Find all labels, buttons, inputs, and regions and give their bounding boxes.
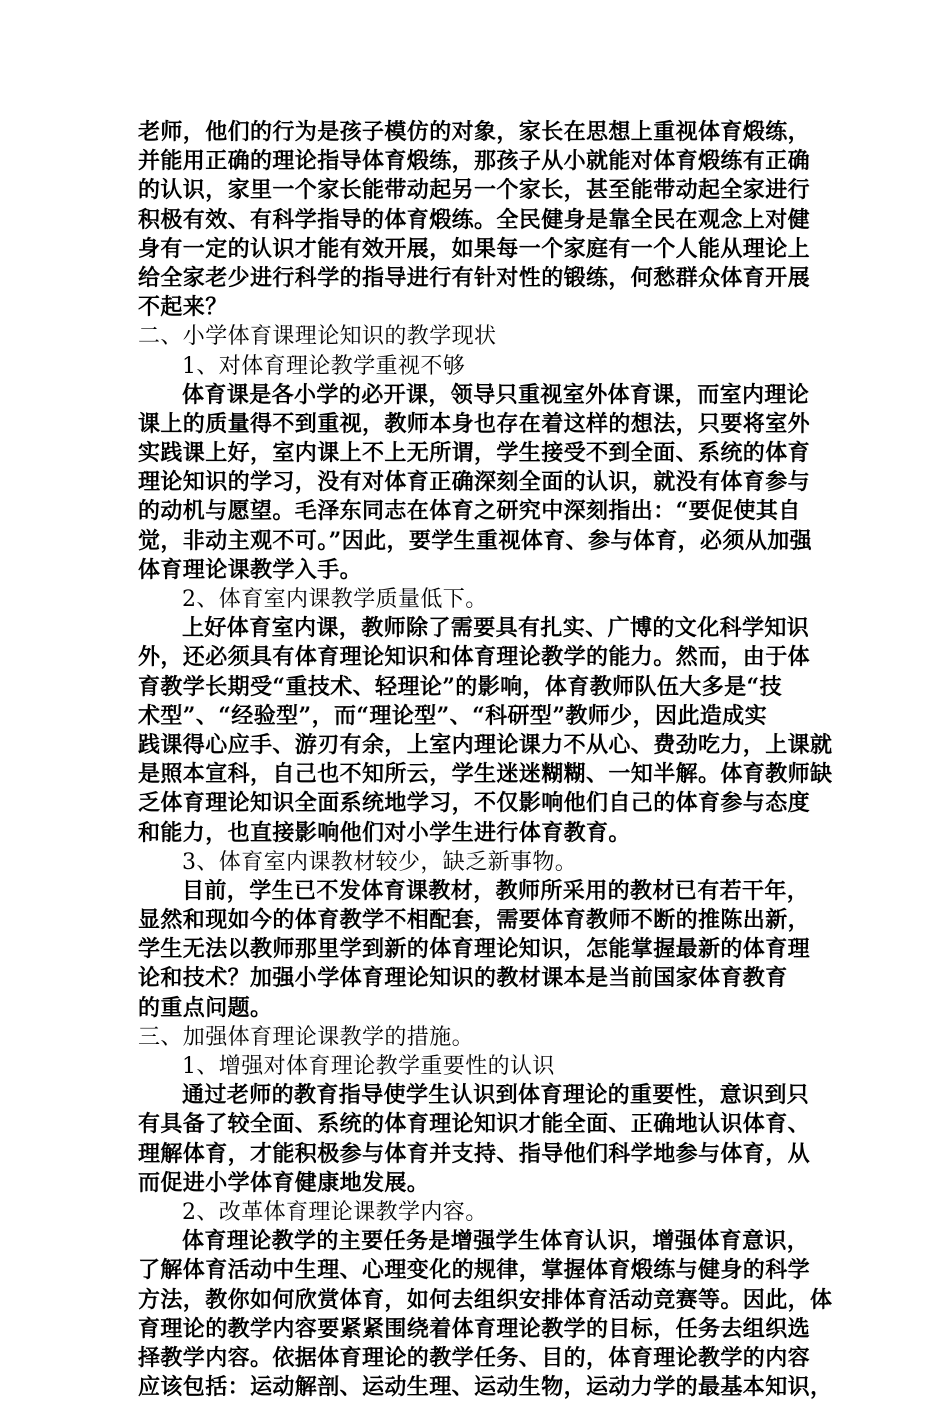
section-heading-line: 1、增强对体育理论教学重要性的认识 <box>182 1054 555 1079</box>
paragraph-line: 方法，教你如何欣赏体育，如何去组织安排体育活动竞赛等。因此，体 <box>138 1286 833 1313</box>
section-heading-line: 1、对体育理论教学重视不够 <box>182 353 466 379</box>
section-heading-line: 2、改革体育理论课教学内容。 <box>182 1199 488 1225</box>
paragraph-line: 老师，他们的行为是孩子模仿的对象，家长在思想上重视体育煅练， <box>138 119 811 145</box>
paragraph-line: 而促进小学体育健康地发展。 <box>138 1169 430 1196</box>
paragraph-line: 了解体育活动中生理、心理变化的规律，掌握体育煅练与健身的科学 <box>138 1257 811 1284</box>
paragraph-line: 学生无法以教师那里学到新的体育理论知识，怎能掌握最新的体育理 <box>138 936 811 963</box>
paragraph-line: 择教学内容。依据体育理论的教学任务、目的，体育理论教学的内容 <box>138 1344 811 1371</box>
paragraph-line: 积极有效、有科学指导的体育煅练。全民健身是靠全民在观念上对健 <box>138 206 811 233</box>
paragraph-line: 乏体育理论知识全面系统地学习，不仅影响他们自己的体育参与态度 <box>138 790 811 817</box>
paragraph-line: 显然和现如今的体育教学不相配套，需要体育教师不断的推陈出新， <box>138 907 811 934</box>
paragraph-line: 和能力，也直接影响他们对小学生进行体育教育。 <box>138 819 631 846</box>
paragraph-line: 体育课是各小学的必开课，领导只重视室外体育课，而室内理论 <box>182 381 810 408</box>
paragraph-line: 给全家老少进行科学的指导进行有针对性的锻练，何愁群众体育开展 <box>138 264 811 291</box>
paragraph-line: 课上的质量得不到重视，教师本身也存在着这样的想法，只要将室外 <box>138 410 811 437</box>
paragraph-line: 实践课上好，室内课上不上无所谓，学生接受不到全面、系统的体育 <box>138 440 811 467</box>
paragraph-line: 践课得心应手、游刃有余，上室内理论课力不从心、费劲吃力，上课就 <box>138 731 833 758</box>
document-body-text <box>138 118 833 1402</box>
paragraph-line: 的动机与愿望。毛泽东同志在体育之研究中深刻指出：“要促使其自 <box>138 498 801 525</box>
paragraph-line: 并能用正确的理论指导体育煅练，那孩子从小就能对体育煅练有正确 <box>138 148 811 175</box>
paragraph-line: 不起来？ <box>138 294 228 321</box>
paragraph-line: 术型”、“经验型”，而“理论型”、“科研型”教师少，因此造成实 <box>138 702 767 729</box>
paragraph-line: 应该包括：运动解剖、运动生理、运动生物，运动力学的最基本知识， <box>138 1374 833 1401</box>
paragraph-line: 通过老师的教育指导使学生认识到体育理论的重要性，意识到只 <box>182 1082 810 1109</box>
paragraph-line: 育理论的教学内容要紧紧围绕着体育理论教学的目标，任务去组织选 <box>138 1315 811 1342</box>
paragraph-line: 目前，学生已不发体育课教材，教师所采用的教材已有若干年， <box>182 877 810 904</box>
paragraph-line: 觉，非动主观不可。”因此，要学生重视体育、参与体育，必须从加强 <box>138 527 813 554</box>
paragraph-line: 外，还必须具有体育理论知识和体育理论教学的能力。然而，由于体 <box>138 644 811 671</box>
paragraph-line: 体育理论课教学入手。 <box>138 556 363 583</box>
section-heading-line: 三、加强体育理论课教学的措施。 <box>138 1024 475 1050</box>
paragraph-line: 理解体育，才能积极参与体育并支持、指导他们科学地参与体育，从 <box>138 1140 811 1167</box>
paragraph-line: 有具备了较全面、系统的体育理论知识才能全面、正确地认识体育、 <box>138 1111 811 1138</box>
paragraph-line: 论和技术？加强小学体育理论知识的教材课本是当前国家体育教育 <box>138 965 788 992</box>
paragraph-line: 是照本宣科，自己也不知所云，学生迷迷糊糊、一知半解。体育教师缺 <box>138 761 833 788</box>
paragraph-line: 的重点问题。 <box>138 994 273 1021</box>
paragraph-line: 的认识，家里一个家长能带动起另一个家长，甚至能带动起全家进行 <box>138 177 811 204</box>
paragraph-line: 体育理论教学的主要任务是增强学生体育认识，增强体育意识， <box>182 1228 810 1255</box>
section-heading-line: 3、体育室内课教材较少，缺乏新事物。 <box>182 849 578 875</box>
paragraph-line: 育教学长期受“重技术、轻理论”的影响，体育教师队伍大多是“技 <box>138 673 782 700</box>
paragraph-line: 理论知识的学习，没有对体育正确深刻全面的认识，就没有体育参与 <box>138 469 811 496</box>
section-heading-line: 二、小学体育课理论知识的教学现状 <box>138 324 497 350</box>
paragraph-line: 身有一定的认识才能有效开展，如果每一个家庭有一个人能从理论上 <box>138 235 811 262</box>
section-heading-line: 2、体育室内课教学质量低下。 <box>182 587 488 612</box>
paragraph-line: 上好体育室内课，教师除了需要具有扎实、广博的文化科学知识 <box>182 615 810 642</box>
